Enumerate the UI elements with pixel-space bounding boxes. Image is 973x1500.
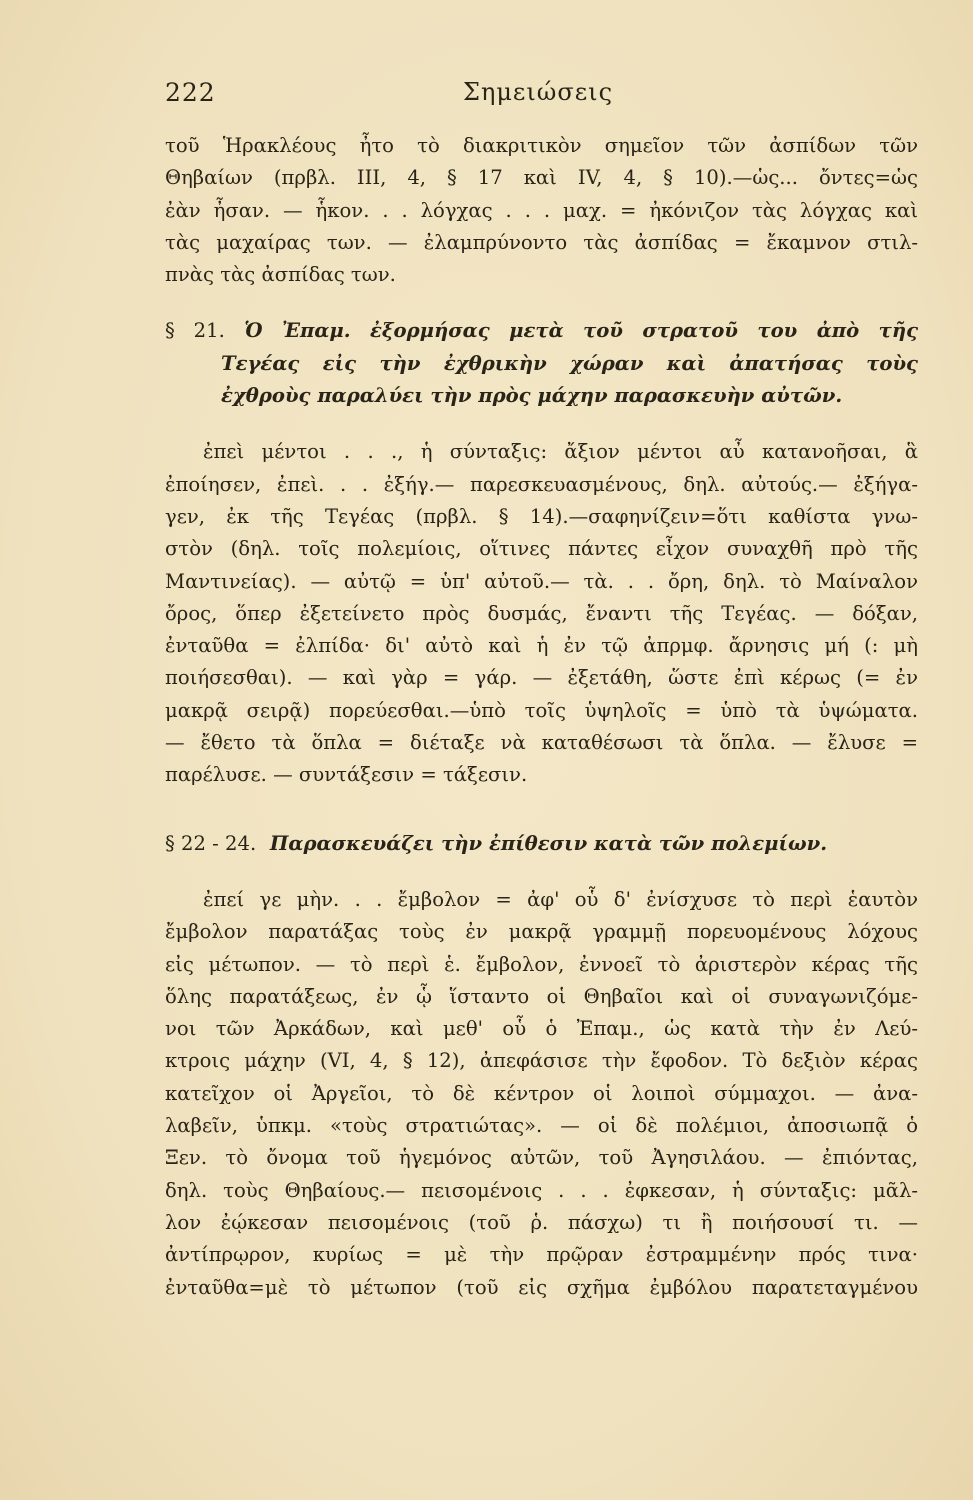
text-line: παρέλυσε. — συντάξεσιν = τάξεσιν. — [165, 763, 528, 787]
text-line: Ξεν. τὸ ὄνομα τοῦ ἡγεμόνος αὐτῶν, τοῦ Ἀγησιλάου. — ἐπιόντας, — [165, 1146, 918, 1170]
text-line: Θηβαίων (πρβλ. III, 4, § 17 καὶ IV, 4, § 10).—ὡς... ὄντες=ὡς — [165, 166, 918, 190]
text-line: ὄρος, ὅπερ ἐξετείνετο πρὸς δυσμάς, ἔναντι τῆς Τεγέας. — δόξαν, — [165, 601, 918, 625]
section-mark: § 21. — [165, 319, 225, 343]
section-heading-line: Τεγέας εἰς τὴν ἐχθρικὴν χώραν καὶ ἀπατήσας τοὺς — [221, 351, 918, 375]
text-line: λαβεῖν, ὑπκμ. «τοὺς στρατιώτας». — οἱ δὲ πολέμιοι, ἀποσιωπᾷ ὁ — [165, 1114, 918, 1138]
page-body — [165, 130, 918, 1304]
page-header — [165, 78, 911, 118]
text-line: στὸν (δηλ. τοῖς πολεμίοις, οἵτινες πάντες εἶχον συναχθῆ πρὸ τῆς — [165, 537, 918, 561]
section-mark: § 22 - 24. — [165, 831, 257, 855]
section-heading-line: Ὁ Ἐπαμ. ἐξορμήσας μετὰ τοῦ στρατοῦ του ἀπὸ τῆς — [244, 319, 918, 343]
text-line: ποιήσεσθαι). — καὶ γὰρ = γάρ. — ἐξετάθη, ὥστε ἐπὶ κέρως (= ἐν — [165, 666, 918, 690]
text-line: τοῦ Ἡρακλέους ἦτο τὸ διακριτικὸν σημεῖον τῶν ἀσπίδων τῶν — [165, 134, 918, 157]
text-line: ἔμβολον παρατάξας τοὺς ἐν μακρᾷ γραμμῇ πορευομένους λόχους — [165, 920, 918, 944]
text-line: πνὰς τὰς ἀσπίδας των. — [165, 263, 396, 287]
paragraph-continuation — [165, 130, 918, 291]
text-line: — ἔθετο τὰ ὅπλα = διέταξε νὰ καταθέσωσι τὰ ὅπλα. — ἔλυσε = — [165, 731, 918, 755]
spacer — [165, 860, 918, 884]
section-heading-line: Παρασκευάζει τὴν ἐπίθεσιν κατὰ τῶν πολεμίων. — [269, 831, 828, 855]
text-line: ἐνταῦθα = ἐλπίδα· δι' αὐτὸ καὶ ἡ ἐν τῷ ἀπρμφ. ἄρνησις μή (: μὴ — [165, 634, 918, 658]
text-line: ἐποίησεν, ἐπεὶ. . . ἐξήγ.— παρεσκευασμένους, δηλ. αὐτούς.— ἐξήγα- — [165, 472, 918, 496]
spacer — [165, 792, 918, 828]
spacer — [165, 412, 918, 436]
text-line: μακρᾷ σειρᾷ) πορεύεσθαι.—ὑπὸ τοῖς ὑψηλοῖς = ὑπὸ τὰ ὑψώματα. — [165, 698, 918, 722]
page-number: 222 — [165, 78, 216, 107]
spacer — [165, 291, 918, 315]
section-heading-line: ἐχθροὺς παραλύει τὴν πρὸς μάχην παρασκευὴν αὐτῶν. — [221, 384, 843, 408]
text-line: Μαντινείας). — αὐτῷ = ὑπ' αὐτοῦ.— τὰ. . . ὄρη, δηλ. τὸ Μαίναλον — [165, 569, 918, 593]
paragraph — [165, 436, 918, 791]
text-line: ἐὰν ἦσαν. — ἧκον. . . λόγχας . . . μαχ. = ἠκόνιζον τὰς λόγχας καὶ — [165, 198, 918, 222]
text-line: τὰς μαχαίρας των. — ἐλαμπρύνοντο τὰς ἀσπίδας = ἔκαμνον στιλ- — [165, 230, 918, 254]
text-line: ὅλης παρατάξεως, ἐν ᾧ ἵσταντο οἱ Θηβαῖοι καὶ οἱ συναγωνιζόμε- — [165, 984, 918, 1008]
section-22-24-heading — [165, 828, 918, 860]
running-head: Σημειώσεις — [462, 78, 614, 106]
text-line: νοι τῶν Ἀρκάδων, καὶ μεθ' οὗ ὁ Ἐπαμ., ὡς κατὰ τὴν ἐν Λεύ- — [165, 1017, 918, 1041]
paragraph — [165, 884, 918, 1304]
text-line: ἐπεὶ μέντοι . . ., ἡ σύνταξις: ἄξιον μέντοι αὖ κατανοῆσαι, ἃ — [203, 440, 918, 464]
text-line: λον ἐῴκεσαν πεισομένοις (τοῦ ῥ. πάσχω) τι ἢ ποιήσουσί τι. — — [165, 1210, 918, 1234]
text-line: ἀντίπρῳρον, κυρίως = μὲ τὴν πρῷραν ἐστραμμένην πρός τινα· — [165, 1243, 918, 1267]
text-line: ἐπεί γε μὴν. . . ἔμβολον = ἀφ' οὗ δ' ἐνίσχυσε τὸ περὶ ἑαυτὸν — [203, 887, 918, 911]
text-line: κατεῖχον οἱ Ἀργεῖοι, τὸ δὲ κέντρον οἱ λοιποὶ σύμμαχοι. — ἀνα- — [165, 1081, 918, 1105]
text-line: εἰς μέτωπον. — τὸ περὶ ἑ. ἔμβολον, ἐννοεῖ τὸ ἀριστερὸν κέρας τῆς — [165, 952, 918, 976]
section-21-heading — [165, 315, 918, 412]
text-line: κτροις μάχην (VI, 4, § 12), ἀπεφάσισε τὴν ἔφοδον. Τὸ δεξιὸν κέρας — [165, 1049, 918, 1073]
text-line: δηλ. τοὺς Θηβαίους.— πεισομένοις . . . ἐφκεσαν, ἡ σύνταξις: μᾶλ- — [165, 1178, 918, 1202]
text-line: ἐνταῦθα=μὲ τὸ μέτωπον (τοῦ εἰς σχῆμα ἐμβόλου παρατεταγμένου — [165, 1275, 918, 1299]
text-line: γεν, ἐκ τῆς Τεγέας (πρβλ. § 14).—σαφηνίζειν=ὅτι καθίστα γνω- — [165, 504, 918, 528]
